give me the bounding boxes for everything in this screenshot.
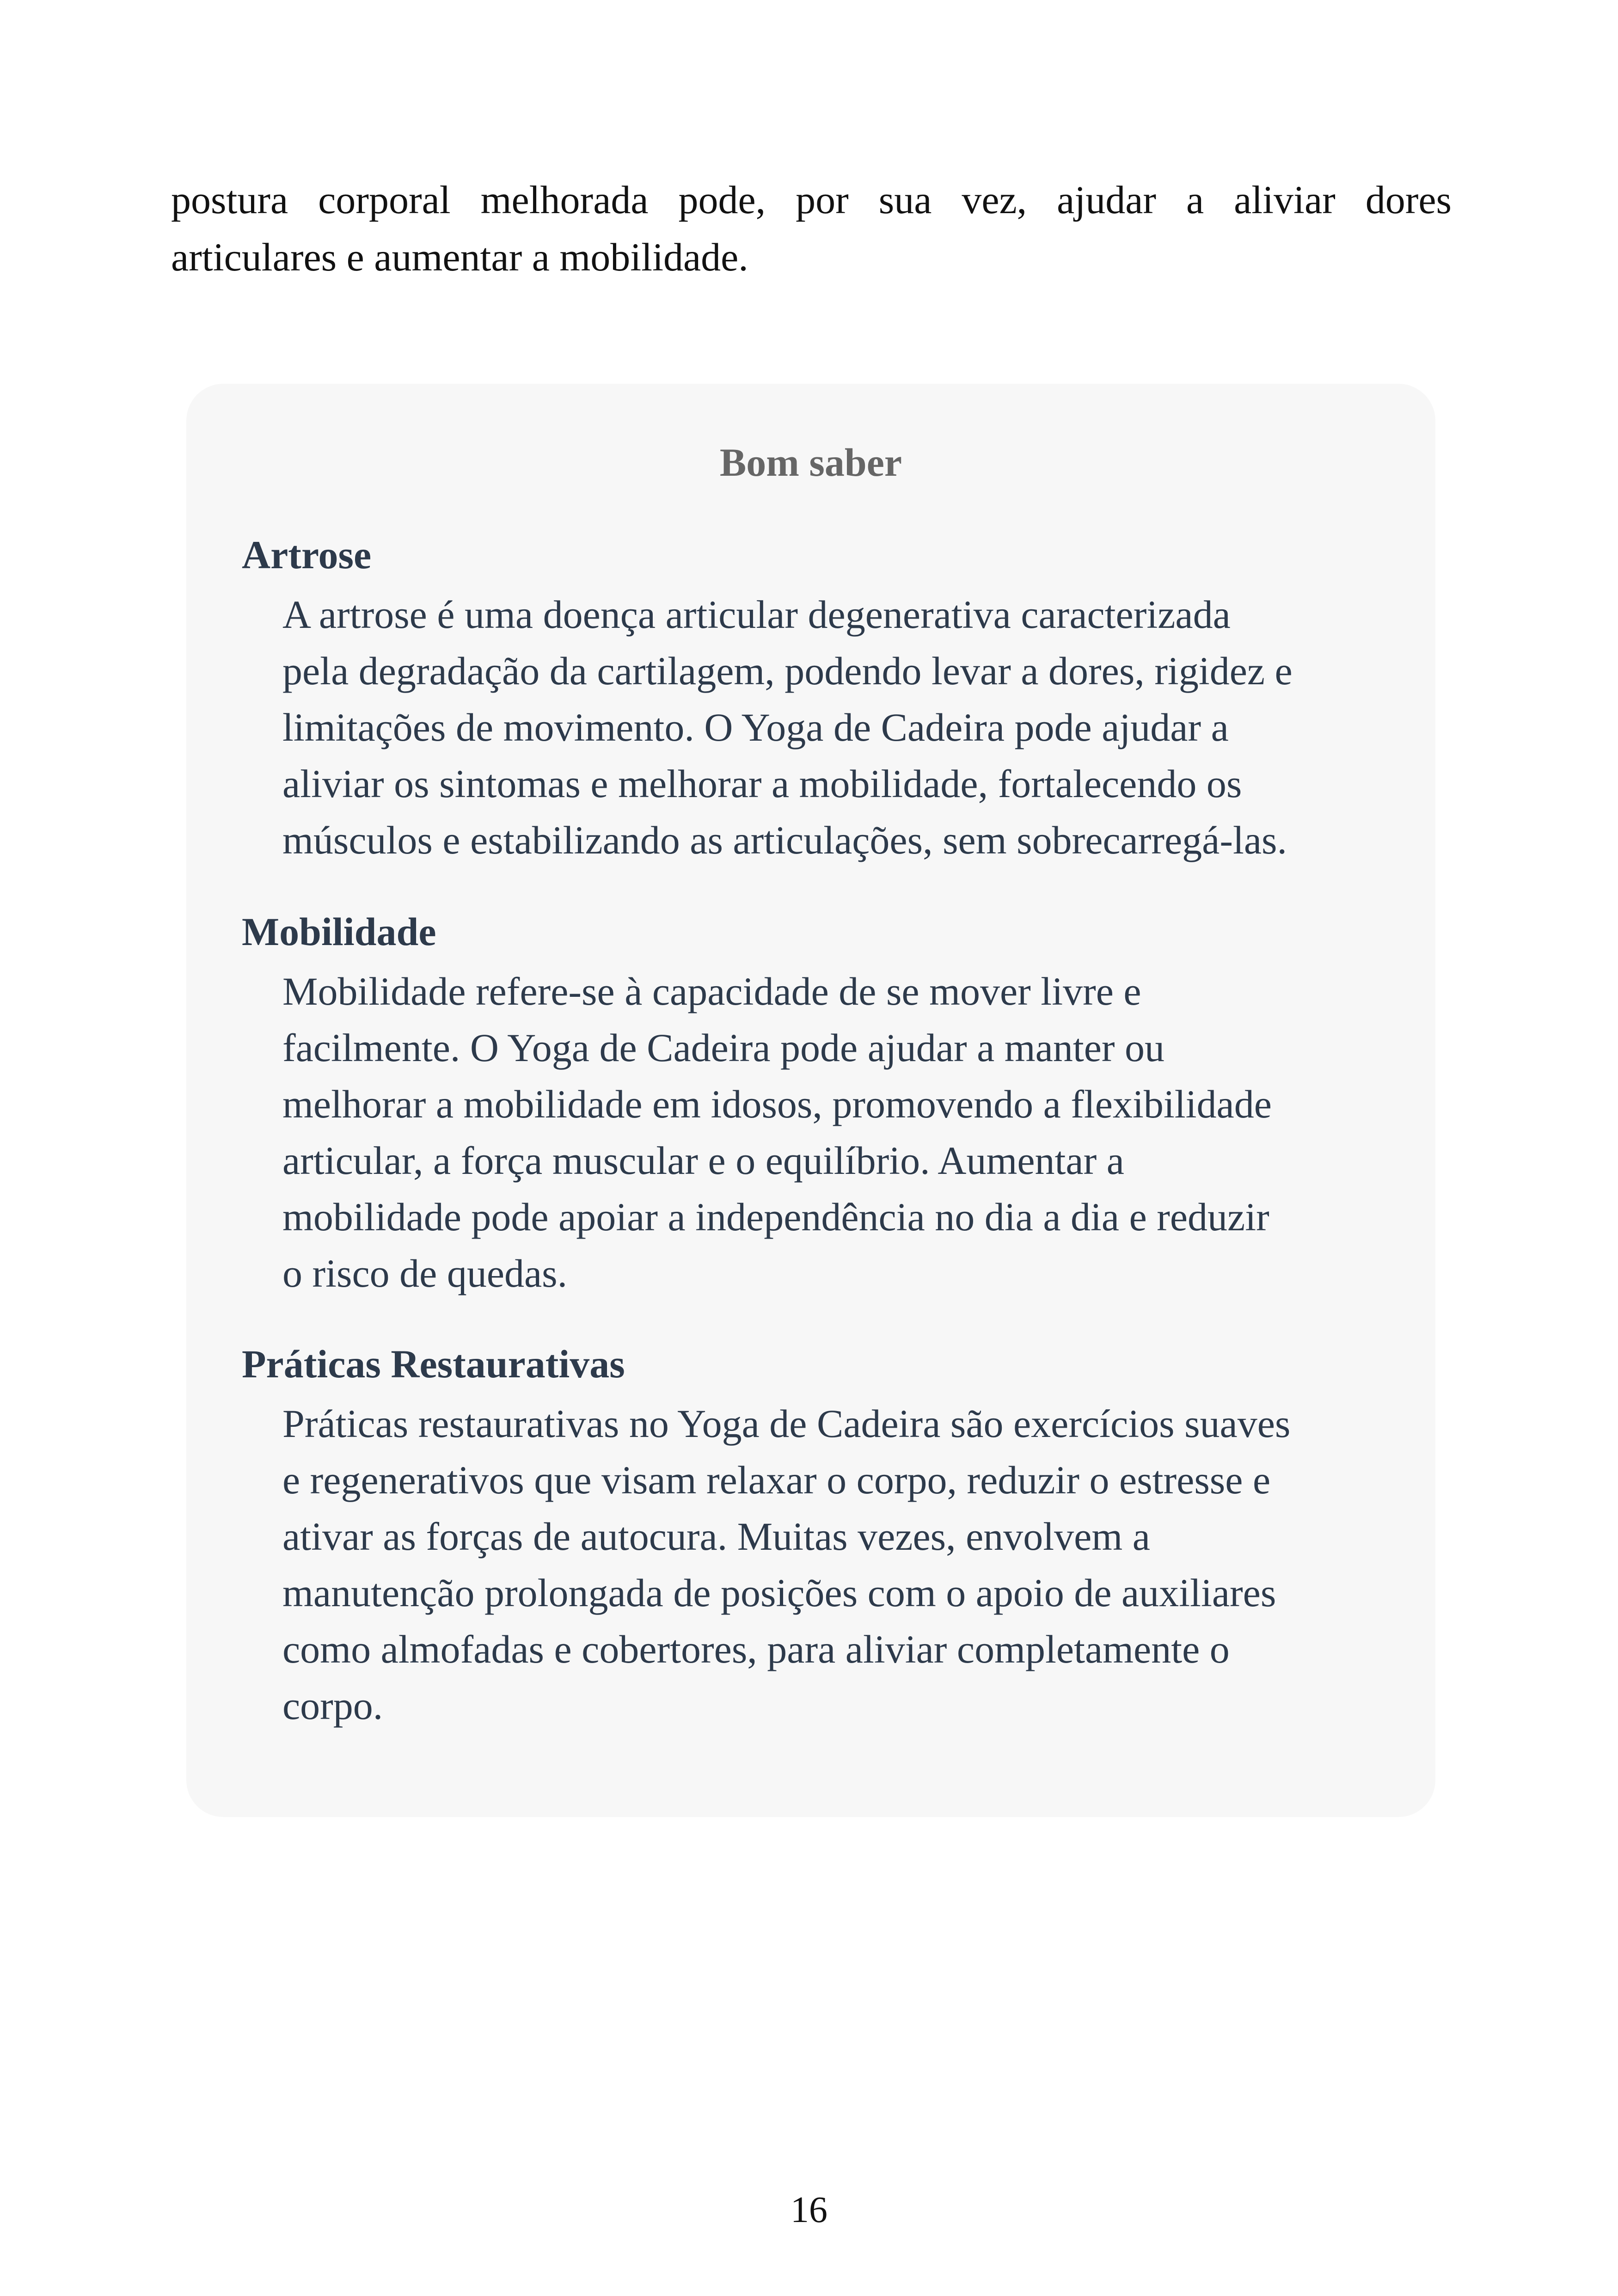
- term-line: pela degradação da cartilagem, podendo levar a dores, rigidez e: [282, 649, 1293, 693]
- term-line: o risco de quedas.: [282, 1251, 568, 1295]
- term-description: [282, 963, 1388, 1301]
- term-line: mobilidade pode apoiar a independência no dia a dia e reduzir: [282, 1195, 1269, 1239]
- term-line: Mobilidade refere-se à capacidade de se mover livre e: [282, 969, 1141, 1013]
- term-title: Mobilidade: [242, 909, 436, 954]
- box-title: Bom saber: [719, 440, 902, 485]
- term-artrose: [242, 532, 1388, 868]
- term-description: [282, 1395, 1388, 1734]
- term-line: aliviar os sintomas e melhorar a mobilidade, fortalecendo os: [282, 761, 1242, 806]
- intro-line: postura corporal melhorada pode, por sua vez, ajudar a aliviar dores: [171, 178, 1452, 222]
- term-line: músculos e estabilizando as articulações, sem sobrecarregá-las.: [282, 818, 1287, 862]
- term-mobilidade: [242, 909, 1388, 1301]
- term-line: A artrose é uma doença articular degenerativa caracterizada: [282, 592, 1231, 637]
- term-praticas-restaurativas: [242, 1341, 1388, 1734]
- term-line: limitações de movimento. O Yoga de Cadeira pode ajudar a: [282, 705, 1229, 749]
- term-title: Práticas Restaurativas: [242, 1342, 625, 1386]
- intro-paragraph: [171, 171, 1452, 286]
- term-description: [282, 586, 1388, 868]
- term-line: Práticas restaurativas no Yoga de Cadeira são exercícios suaves: [282, 1401, 1291, 1446]
- page-number: 16: [791, 2190, 827, 2230]
- term-line: melhorar a mobilidade em idosos, promovendo a flexibilidade: [282, 1082, 1272, 1126]
- term-line: articular, a força muscular e o equilíbrio. Aumentar a: [282, 1138, 1124, 1183]
- term-line: facilmente. O Yoga de Cadeira pode ajudar a manter ou: [282, 1025, 1165, 1070]
- term-line: manutenção prolongada de posições com o apoio de auxiliares: [282, 1571, 1276, 1615]
- term-line: ativar as forças de autocura. Muitas vezes, envolvem a: [282, 1514, 1150, 1559]
- term-line: como almofadas e cobertores, para aliviar completamente o: [282, 1627, 1230, 1671]
- term-line: e regenerativos que visam relaxar o corpo, reduzir o estresse e: [282, 1458, 1271, 1502]
- good-to-know-box: [186, 384, 1435, 1817]
- intro-line: articulares e aumentar a mobilidade.: [171, 235, 748, 279]
- term-title: Artrose: [242, 533, 372, 577]
- term-line: corpo.: [282, 1683, 383, 1728]
